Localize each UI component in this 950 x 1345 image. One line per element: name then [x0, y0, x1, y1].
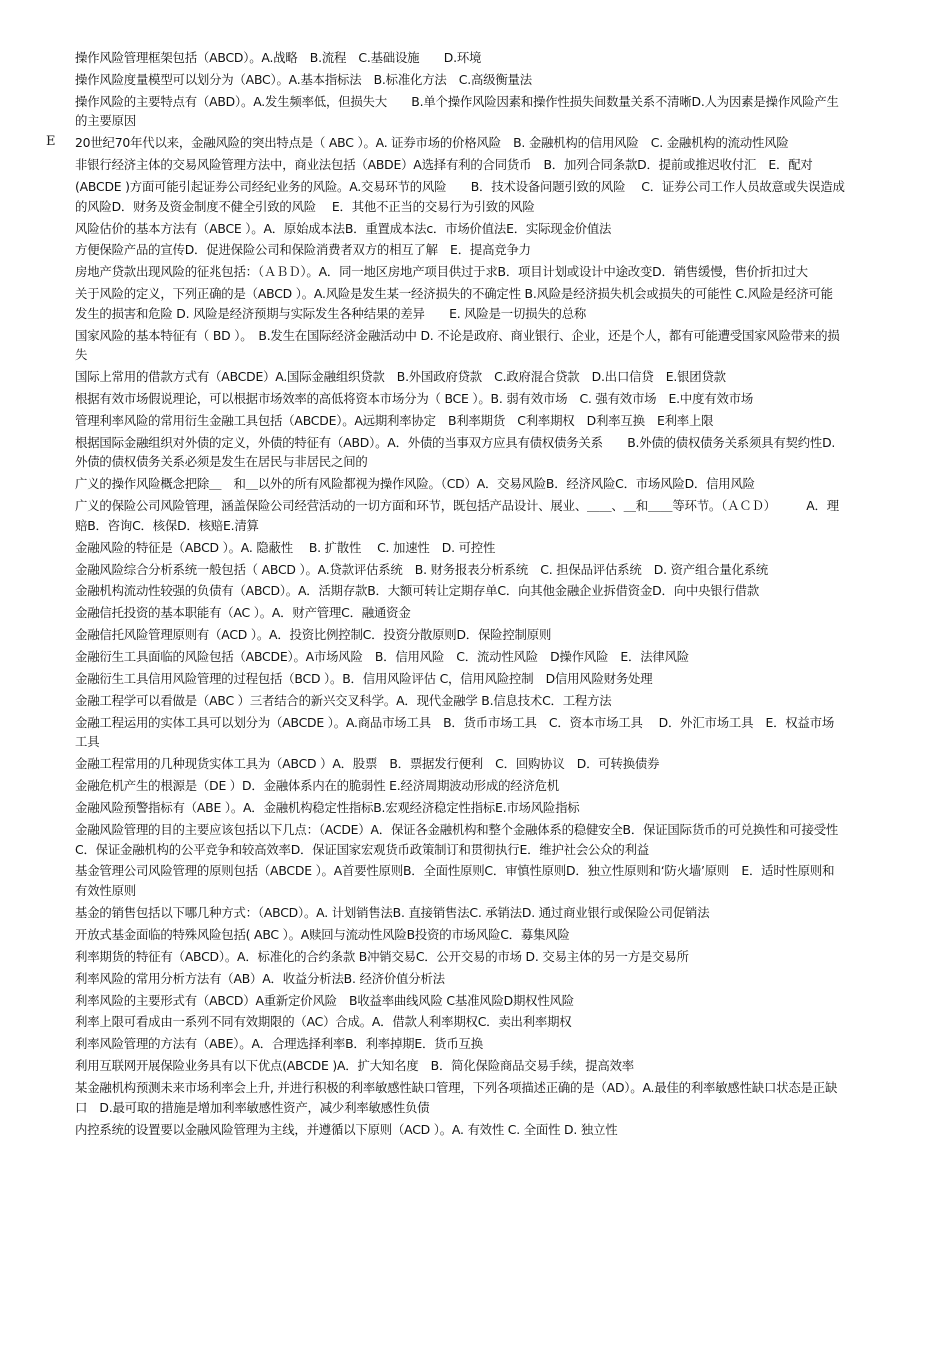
- list-item: (ABCDE )方面可能引起证券公司经纪业务的风险。A.交易环节的风险 B．技术设备问题引致的风险 C．证券公司工作人员故意或失误造成的风险D．财务及资金制度不健全引致的风险 E．其他不正当的交易行为引致的风险: [75, 179, 845, 214]
- list-item: 房地产贷款出现风险的征兆包括：（ＡＢＤ）。A．同一地区房地产项目供过于求B．项目计划或设计中途改变D．销售缓慢，售价折扣过大: [75, 264, 808, 280]
- list-item: 非银行经济主体的交易风险管理方法中，商业法包括（ABDE）A选择有利的合同货币 B．加列合同条款D．提前或推迟收付汇 E．配对: [75, 157, 813, 173]
- list-item: 金融信托投资的基本职能有（AC ）。A．财产管理C．融通资金: [75, 605, 411, 621]
- list-item: 基金管理公司风险管理的原则包括（ABCDE ）。A首要性原则B．全面性原则C．审慎性原则D．独立性原则和‘防火墙’原则 E．适时性原则和有效性原则: [75, 863, 835, 899]
- list-item: 操作风险度量模型可以划分为（ABC）。A.基本指标法 B.标准化方法 C.高级衡量法: [75, 71, 532, 87]
- list-item: 国际上常用的借款方式有（ABCDE）A.国际金融组织贷款 B.外国政府贷款 C.政府混合贷款 D.出口信贷 E.银团贷款: [75, 369, 726, 385]
- list-item: 金融风险预警指标有（ABE ）。A．金融机构稳定性指标B.宏观经济稳定性指标E.市场风险指标: [75, 800, 580, 816]
- list-item: 利用互联网开展保险业务具有以下优点(ABCDE )A．扩大知名度 B．简化保险商品交易手续，提高效率: [75, 1058, 634, 1074]
- list-item: 关于风险的定义，下列正确的是（ABCD ）。A.风险是发生某一经济损失的不确定性 B.风险是经济损失机会或损失的可能性 C.风险是经济可能发生的损害和危险 D. 风险是经济预期与实际发生各种结果的差异 E. 风险是一切损失的总称: [75, 286, 833, 321]
- list-item: 利率风险管理的方法有（ABE）。A．合理选择利率B．利率掉期E．货币互换: [75, 1036, 483, 1052]
- list-item: 操作风险管理框架包括（ABCD）。A.战略 B.流程 C.基础设施 D.环境: [75, 50, 482, 65]
- list-item: 金融衍生工具信用风险管理的过程包括（BCD ）。B．信用风险评估 C，信用风险控制 D信用风险财务处理: [75, 671, 653, 687]
- list-item: 金融风险的特征是（ABCD ）。A. 隐蔽性 B. 扩散性 C. 加速性 D. 可控性: [75, 539, 496, 555]
- list-item: 广义的保险公司风险管理，涵盖保险公司经营活动的一切方面和环节，既包括产品设计、展业、＿＿、＿和＿＿等环节。（ＡＣＤ） A．理赔B．咨询C．核保D．核赔E.清算: [75, 498, 839, 533]
- list-item: 20世纪70年代以来，金融风险的突出特点是（ ABC ）。A. 证券市场的价格风险 B. 金融机构的信用风险 C. 金融机构的流动性风险: [75, 135, 789, 151]
- list-item: 管理利率风险的常用衍生金融工具包括（ABCDE）。A远期利率协定 B利率期货 C利率期权 D利率互换 E利率上限: [75, 412, 714, 428]
- list-item: 金融信托风险管理原则有（ACD ）。A．投资比例控制C．投资分散原则D．保险控制原则: [75, 627, 552, 643]
- list-item: 金融衍生工具面临的风险包括（ABCDE）。A市场风险 B．信用风险 C．流动性风险 D操作风险 E．法律风险: [75, 649, 689, 665]
- list-item: 利率期货的特征有（ABCD）。A．标准化的合约条款 B冲销交易C．公开交易的市场 D. 交易主体的另一方是交易所: [75, 948, 689, 964]
- list-item: 基金的销售包括以下哪几种方式：（ABCD）。A. 计划销售法B. 直接销售法C. 承销法D. 通过商业银行或保险公司促销法: [75, 904, 710, 920]
- list-item: 方便保险产品的宣传D．促进保险公司和保险消费者双方的相互了解 E．提高竞争力: [75, 242, 531, 258]
- list-item: 利率风险的主要形式有（ABCD）A重新定价风险 B收益率曲线风险 C基准风险D期权性风险: [75, 992, 574, 1008]
- list-item: 广义的操作风险概念把除＿ 和＿以外的所有风险都视为操作风险。（CD）A．交易风险B．经济风险C．市场风险D．信用风险: [75, 476, 755, 492]
- list-item: 金融机构流动性较强的负债有（ABCD）。A．活期存款B．大额可转让定期存单C．向其他金融企业拆借资金D．向中央银行借款: [75, 583, 760, 599]
- list-item: 开放式基金面临的特殊风险包括( ABC ）。A赎回与流动性风险B投资的市场风险C．募集风险: [75, 926, 570, 942]
- list-item: 利率风险的常用分析方法有（AB）A．收益分析法B. 经济价值分析法: [75, 970, 445, 986]
- list-item: 金融工程常用的几种现货实体工具为（ABCD ）A．股票 B．票据发行便利 C．回购协议 D．可转换债券: [75, 756, 660, 772]
- list-item: 某金融机构预测未来市场利率会上升, 并进行积极的利率敏感性缺口管理，下列各项描述正确的是（AD）。A.最佳的利率敏感性缺口状态是正缺口 D.最可取的措施是增加利率敏感性资产，减少利率敏感性负债: [75, 1080, 838, 1115]
- list-item: 内控系统的设置要以金融风险管理为主线，并遵循以下原则（ACD ）。A. 有效性 C. 全面性 D. 独立性: [75, 1121, 618, 1137]
- list-item: 金融危机产生的根源是（DE ）D．金融体系内在的脆弱性 E.经济周期波动形成的经济危机: [75, 778, 560, 794]
- list-item: 利率上限可看成由一系列不同有效期限的（AC）合成。A．借款人利率期权C．卖出利率期权: [75, 1014, 572, 1030]
- list-item: 金融风险综合分析系统一般包括（ ABCD ）。A.贷款评估系统 B. 财务报表分析系统 C. 担保品评估系统 D. 资产组合量化系统: [75, 561, 769, 577]
- list-item: 操作风险的主要特点有（ABD）。A.发生频率低，但损失大 B.单个操作风险因素和操作性损失间数量关系不清晰D.人为因素是操作风险产生的主要原因: [75, 93, 839, 129]
- margin-mark: E: [46, 134, 56, 149]
- list-item: 根据国际金融组织对外债的定义，外债的特征有（ABD）。A．外债的当事双方应具有债权债务关系 B.外债的债权债务关系须具有契约性D.外债的债权债务关系必须是发生在居民与非居民之间的: [75, 434, 836, 470]
- list-item: 国家风险的基本特征有（ BD ）。 B.发生在国际经济金融活动中 D. 不论是政府、商业银行、企业，还是个人，都有可能遭受国家风险带来的损失: [75, 327, 840, 363]
- list-item: 风险估价的基本方法有（ABCE ）。A．原始成本法B．重置成本法c．市场价值法E．实际现金价值法: [75, 220, 612, 236]
- list-item: 金融风险管理的目的主要应该包括以下几点：（ACDE）A．保证各金融机构和整个金融体系的稳健安全B．保证国际货币的可兑换性和可接受性C．保证金融机构的公平竞争和较高效率D．保证国家宏观货币政策制订和贯彻执行E．维护社会公众的利益: [75, 821, 839, 857]
- list-item: 金融工程运用的实体工具可以划分为（ABCDE ）。A.商品市场工具 B．货币市场工具 C．资本市场工具 D．外汇市场工具 E．权益市场工具: [75, 714, 835, 750]
- question-list: [75, 48, 845, 1141]
- list-item: 根据有效市场假说理论，可以根据市场效率的高低将资本市场分为（ BCE ）。B. 弱有效市场 C. 强有效市场 E.中度有效市场: [75, 391, 754, 407]
- list-item: 金融工程学可以看做是（ABC ）三者结合的新兴交叉科学。A．现代金融学 B.信息技术C．工程方法: [75, 692, 612, 708]
